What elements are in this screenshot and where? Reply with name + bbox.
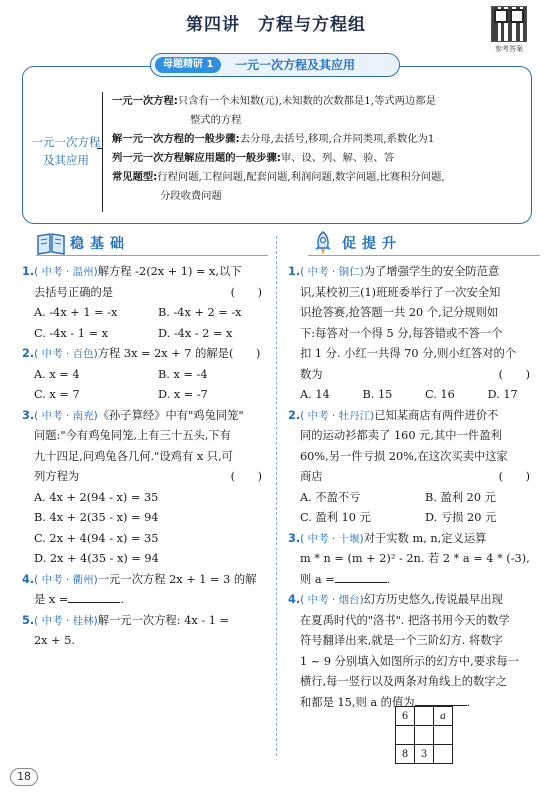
options (22, 303, 270, 344)
option-a[interactable]: A. 14 (300, 388, 330, 401)
option-c[interactable]: C. 盈利 10 元 (300, 511, 371, 524)
magic-cell: 6 (396, 707, 415, 726)
option-b[interactable]: B. 盈利 20 元 (425, 490, 496, 504)
rocket-icon (308, 230, 338, 256)
summary-topic-label: 一元一次方程 及其应用 (31, 135, 101, 167)
option-a[interactable]: A. -4x + 1 = -x (34, 306, 118, 319)
column-divider (276, 236, 277, 756)
summary-badge: 母题精研 1 (155, 57, 221, 73)
summary-line: 解一元一次方程的一般步骤:去分母,去括号,移项,合并同类项,系数化为1 (112, 133, 435, 145)
question-3: 3.( 中考 · 十堰)对于实数 m, n,定义运算 m * n = (m + 2)² - 2n. 若 2 * a = 4 * (-3), 则 a = . (288, 531, 530, 586)
options (22, 365, 270, 406)
summary-line: 整式的方程 (190, 114, 242, 126)
magic-cell (396, 726, 415, 745)
option-b[interactable]: B. x = -4 (158, 367, 208, 381)
summary-line: 分段收费问题 (160, 190, 222, 202)
option-c[interactable]: C. -4x - 1 = x (34, 326, 109, 340)
book-icon (36, 230, 66, 256)
option-d[interactable]: D. -4x - 2 = x (158, 326, 233, 340)
question-3: 3.( 中考 · 南充)《孙子算经》中有"鸡兔同笼" 问题:"今有鸡兔同笼,上有三十五头,下有 九十四足,问鸡兔各几何."设鸡有 x 只,可 列方程为 ( ) A. 4x + 2(94 - x) = 35 B. 4x + 2(35 - x) = 94 C. 2x + 4(94 - x) = 35 D. 2x + 4(35 - x) = 94 (22, 406, 270, 570)
option-c[interactable]: C. 2x + 4(94 - x) = 35 (34, 531, 159, 545)
page-title: 第四讲 方程与方程组 (186, 15, 366, 35)
summary-title: 一元一次方程及其应用 (235, 58, 356, 72)
magic-cell (415, 726, 434, 745)
answer-blank[interactable] (415, 693, 467, 706)
section-header-basic (36, 230, 156, 256)
option-a[interactable]: A. 4x + 2(94 - x) = 35 (34, 490, 159, 504)
section-underline (308, 255, 540, 256)
magic-cell: a (434, 707, 453, 726)
answer-blank[interactable] (335, 570, 387, 583)
magic-cell (434, 745, 453, 764)
summary-line: 一元一次方程:只含有一个未知数(元),未知数的次数都是1,等式两边都是 (112, 95, 436, 107)
section-header-advanced (308, 230, 428, 256)
question-1: 1.( 中考 · 温州)解方程 -2(2x + 1) = x,以下 去括号正确的是 ( ) A. -4x + 1 = -x B. -4x + 2 = -x C. -4x - 1 = x D. -4x - 2 = x (22, 262, 270, 344)
option-d[interactable]: D. 17 (487, 388, 518, 401)
magic-cell: 8 (396, 745, 415, 764)
option-b[interactable]: B. -4x + 2 = -x (158, 306, 242, 319)
section-title-advanced: 促提升 (342, 236, 402, 252)
option-a[interactable]: A. 不盈不亏 (300, 490, 361, 504)
question-1: 1.( 中考 · 铜仁)为了增强学生的安全防范意 识,某校初三(1)班班委举行了一次安全知 识抢答赛,抢答题一共 20 个,记分规则如 下:每答对一个得 5 分,每答错或不答一个 扣 1 分. 小红一共得 70 分,则小红答对的个 数为 ( ) A. 14 B. 15 C. 16 D. 17 (288, 262, 538, 406)
question-2: 2.( 中考 · 百色)方程 3x = 2x + 7 的解是( ) A. x = 4 B. x = -4 C. x = 7 D. x = -7 (22, 344, 270, 406)
section-title-basic: 稳基础 (70, 236, 130, 252)
section-underline (36, 255, 268, 256)
brace-icon (102, 92, 110, 212)
magic-square (395, 706, 453, 764)
summary-line: 常见题型:行程问题,工程问题,配套问题,利润问题,数字问题,比赛积分问题, (112, 171, 445, 183)
page-number: 18 (10, 768, 38, 786)
option-c[interactable]: C. x = 7 (34, 388, 80, 401)
answer-blank[interactable] (68, 590, 120, 603)
options (22, 488, 270, 570)
magic-cell: 3 (415, 745, 434, 764)
question-5: 5.( 中考 · 桂林)解一元一次方程: 4x - 1 = 2x + 5. (22, 613, 229, 647)
left-column (22, 262, 270, 652)
options (288, 385, 538, 406)
options (288, 488, 538, 529)
option-a[interactable]: A. x = 4 (34, 367, 80, 381)
summary-line: 列一元一次方程解应用题的一般步骤:审、设、列、解、验、答 (112, 152, 395, 164)
qr-label: 参考答案 (495, 45, 523, 53)
qr-code-icon[interactable] (491, 6, 527, 42)
option-d[interactable]: D. 亏损 20 元 (425, 511, 497, 524)
option-b[interactable]: B. 4x + 2(35 - x) = 94 (34, 511, 159, 524)
right-column (288, 262, 538, 713)
option-b[interactable]: B. 15 (362, 388, 393, 401)
question-4: 4.( 中考 · 衢州)一元一次方程 2x + 1 = 3 的解 是 x = . (22, 572, 257, 606)
magic-cell (415, 707, 434, 726)
option-c[interactable]: C. 16 (425, 388, 455, 401)
option-d[interactable]: D. x = -7 (158, 388, 208, 401)
question-4: 4.( 中考 · 烟台)幻方历史悠久,传说最早出现 在夏禹时代的"洛书". 把洛书用今天的数学 符号翻译出来,就是一个三阶幻方. 将数字 1 ~ 9 分别填入如图所示的幻方中,要求每一 横行,每一竖行以及两条对角线上的数字之 和都是 15,则 a 的值为 . (288, 593, 519, 709)
summary-tab (150, 53, 400, 77)
question-2: 2.( 中考 · 牡丹江)已知某商店有两件进价不 同的运动衫都卖了 160 元,其中一件盈利 60%,另一件亏损 20%,在这次买卖中这家 商店 ( ) A. 不盈不亏 B. 盈利 20 元 C. 盈利 10 元 D. 亏损 20 元 (288, 406, 538, 529)
option-d[interactable]: D. 2x + 4(35 - x) = 94 (34, 552, 159, 565)
magic-cell (434, 726, 453, 745)
summary-lines (112, 92, 527, 206)
